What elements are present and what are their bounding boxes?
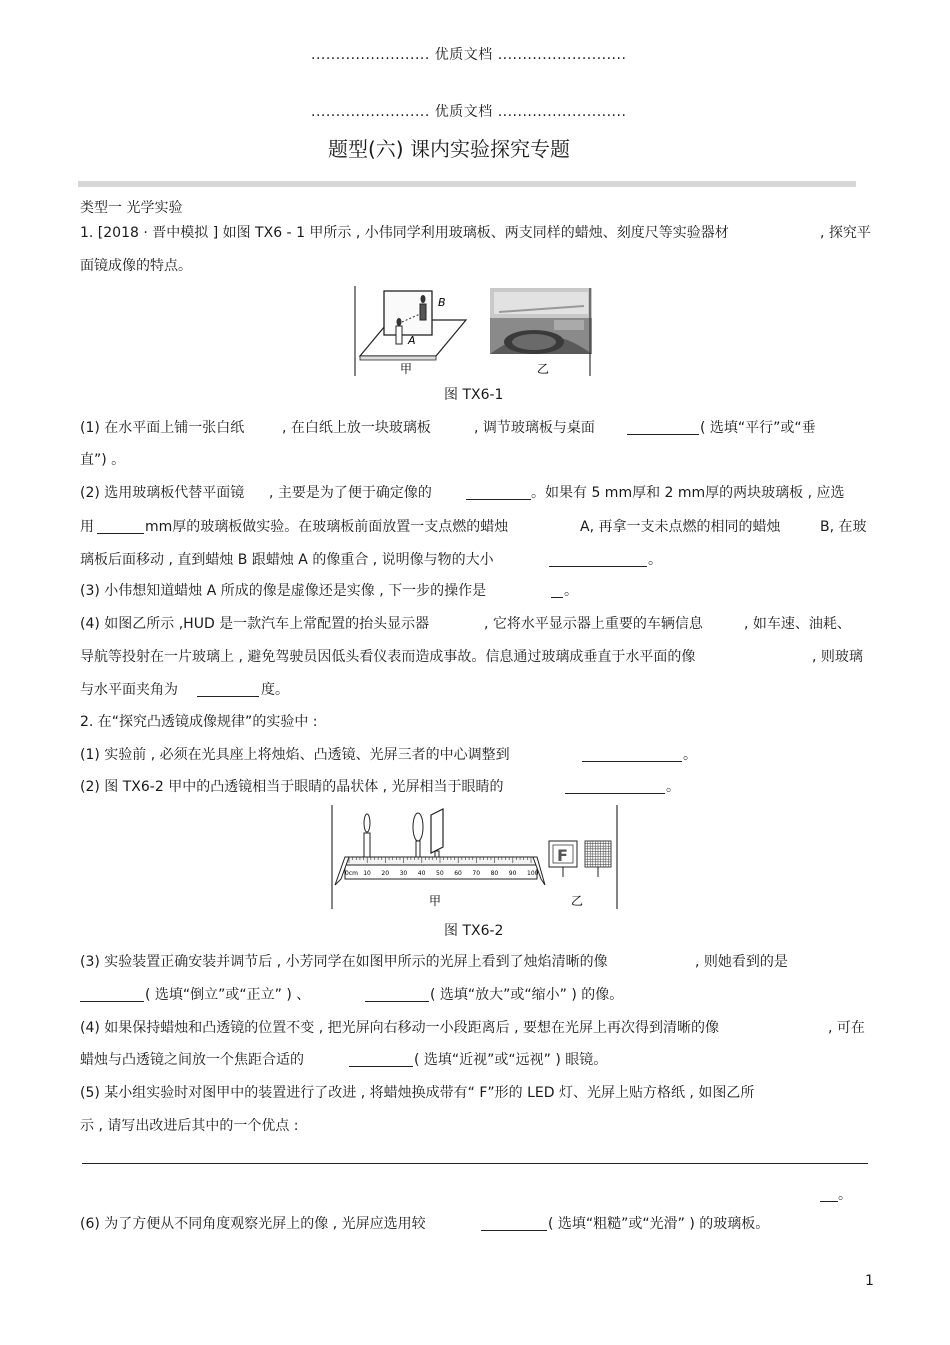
q1-p1-d: ( 选填“平行”或“垂 — [700, 420, 816, 436]
hud-car-photo — [490, 288, 592, 376]
q1-p1-c: , 调节玻璃板与桌面 — [474, 420, 595, 436]
q1-p2-g: B, 在玻 — [820, 519, 867, 535]
section-heading: 类型一 光学实验 — [80, 200, 183, 216]
scale-label: 90 — [508, 870, 517, 877]
q1-intro-line1: 1. [2018 · 晋中模拟 ] 如图 TX6 - 1 甲所示 , 小伟同学利用玻璃板、两支同样的蜡烛、刻度尺等实验器材 — [80, 225, 729, 241]
answer-blank-q2-5-end[interactable] — [820, 1186, 838, 1202]
header-line-1: ........................ 优质文档 .......................... — [311, 47, 627, 63]
figure-tx6-2 — [331, 805, 619, 911]
mirror-setup-illustration — [355, 286, 466, 376]
header-line-2: ........................ 优质文档 .......................... — [311, 104, 627, 120]
q2-p6-a: (6) 为了方便从不同角度观察光屏上的像 , 光屏应选用较 — [80, 1216, 426, 1232]
q2-p2-end: 。 — [666, 779, 680, 795]
answer-blank-q1-3[interactable] — [551, 582, 563, 598]
page-number: 1 — [865, 1273, 874, 1289]
q1-p2-a: (2) 选用玻璃板代替平面镜 — [80, 485, 245, 501]
q2-p4-a: (4) 如果保持蜡烛和凸透镜的位置不变 , 把光屏向右移动一小段距离后 , 要想在光屏上再次得到清晰的像 — [80, 1020, 719, 1036]
page-title: 题型(六) 课内实验探究专题 — [328, 137, 570, 161]
scale-label: 30 — [399, 870, 408, 877]
q1-p4-g: 度。 — [261, 682, 289, 698]
figure-label-a: 甲 — [400, 362, 413, 376]
q2-p4-c: 蜡烛与凸透镜之间放一个焦距合适的 — [80, 1052, 304, 1068]
answer-blank-q2-4[interactable] — [349, 1051, 413, 1067]
answer-blank-q2-6[interactable] — [481, 1215, 547, 1231]
optical-bench-illustration — [332, 805, 545, 909]
scale-label: 20 — [381, 870, 390, 877]
q2-p1: (1) 实验前 , 必须在光具座上将烛焰、凸透镜、光屏三者的中心调整到 — [80, 747, 510, 763]
q2-p3-d: ( 选填“放大”或“缩小” ) 的像。 — [430, 987, 624, 1003]
q1-p4-b: , 它将水平显示器上重要的车辆信息 — [484, 616, 703, 632]
figure-caption-tx6-2: 图 TX6-2 — [444, 923, 504, 939]
q2-p4-b: , 可在 — [828, 1020, 865, 1036]
scale-label: 80 — [490, 870, 499, 877]
figure-label-b: 乙 — [537, 362, 550, 376]
figure-label-a: 甲 — [429, 894, 442, 908]
answer-blank-q2-3a[interactable] — [80, 986, 144, 1002]
q1-p4-e: , 则玻璃 — [812, 649, 863, 665]
answer-blank-q2-3b[interactable] — [365, 986, 429, 1002]
q1-intro-line2: 面镜成像的特点。 — [80, 258, 192, 274]
candle-b-letter: B — [438, 296, 446, 309]
figure-label-b: 乙 — [571, 894, 584, 908]
q1-p4-d: 导航等投射在一片玻璃上 , 避免驾驶员因低头看仪表而造成事故。信息通过玻璃成垂直于水平面的像 — [80, 649, 696, 665]
q1-p4-a: (4) 如图乙所示 ,HUD 是一款汽车上常配置的抬头显示器 — [80, 616, 430, 632]
q1-p2-b: , 主要是为了便于确定像的 — [269, 485, 432, 501]
title-divider — [78, 181, 856, 187]
answer-blank-q1-4[interactable] — [197, 681, 259, 697]
answer-blank-q2-1[interactable] — [582, 746, 682, 762]
q1-p2-i: 。 — [648, 552, 662, 568]
q1-p2-h: 璃板后面移动 , 直到蜡烛 B 跟蜡烛 A 的像重合 , 说明像与物的大小 — [80, 552, 494, 568]
scale-label: 10 — [363, 870, 371, 877]
candle-a-letter: A — [408, 334, 416, 347]
scale-label: 40 — [417, 870, 426, 877]
q2-p3-a: (3) 实验装置正确安装并调节后 , 小芳同学在如图甲所示的光屏上看到了烛焰清晰的像 — [80, 954, 608, 970]
scale-label: 60 — [454, 870, 462, 877]
q1-p3-b: 。 — [564, 583, 578, 599]
q2-p5-a: (5) 某小组实验时对图甲中的装置进行了改进 , 将蜡烛换成带有“ F”形的 LED 灯、光屏上贴方格纸 , 如图乙所 — [80, 1085, 755, 1101]
scale-label: 70 — [472, 870, 481, 877]
q1-p2-f: A, 再拿一支未点燃的相同的蜡烛 — [580, 519, 781, 535]
q2-p5-b: 示 , 请写出改进后其中的一个优点 : — [80, 1118, 299, 1134]
q1-p1-e: 直”) 。 — [80, 452, 126, 468]
q1-intro-line1-end: , 探究平 — [820, 225, 871, 241]
q1-p1-a: (1) 在水平面上铺一张白纸 — [80, 420, 245, 436]
q2-p5-end: 。 — [838, 1187, 852, 1203]
answer-line-q2-5[interactable] — [82, 1163, 868, 1164]
scale-label: 0cm — [345, 870, 358, 877]
answer-blank-q1-2a[interactable] — [466, 484, 531, 500]
figure-caption-tx6-1: 图 TX6-1 — [444, 387, 504, 403]
q1-p2-c: 。如果有 5 mm厚和 2 mm厚的两块玻璃板 , 应选 — [531, 485, 845, 501]
q1-p3-a: (3) 小伟想知道蜡烛 A 所成的像是虚像还是实像 , 下一步的操作是 — [80, 583, 487, 599]
figure-tx6-1 — [354, 286, 594, 378]
led-f-and-grid-illustration — [549, 805, 617, 909]
answer-blank-q1-1[interactable] — [627, 419, 699, 435]
led-f-letter: F — [557, 846, 568, 865]
q2-p4-d: ( 选填“近视”或“远视” ) 眼镜。 — [414, 1052, 608, 1068]
q1-p2-e: mm厚的玻璃板做实验。在玻璃板前面放置一支点燃的蜡烛 — [145, 519, 509, 535]
q2-intro: 2. 在“探究凸透镜成像规律”的实验中 : — [80, 714, 318, 730]
q2-p2: (2) 图 TX6-2 甲中的凸透镜相当于眼睛的晶状体 , 光屏相当于眼睛的 — [80, 779, 504, 795]
answer-blank-q1-2c[interactable] — [549, 551, 647, 567]
q1-p4-c: , 如车速、油耗、 — [744, 616, 851, 632]
q2-p3-b: , 则她看到的是 — [695, 954, 788, 970]
q1-p1-b: , 在白纸上放一块玻璃板 — [282, 420, 431, 436]
q1-p4-f: 与水平面夹角为 — [80, 682, 178, 698]
q2-p6-b: ( 选填“粗糙”或“光滑” ) 的玻璃板。 — [548, 1216, 770, 1232]
scale-label: 100 — [527, 870, 539, 877]
q2-p3-c: ( 选填“倒立”或“正立” ) 、 — [145, 987, 311, 1003]
q2-p1-end: 。 — [683, 747, 697, 763]
scale-label: 50 — [436, 870, 444, 877]
answer-blank-q1-2b[interactable] — [97, 518, 144, 534]
answer-blank-q2-2[interactable] — [565, 778, 665, 794]
q1-p2-d: 用 — [80, 519, 94, 535]
